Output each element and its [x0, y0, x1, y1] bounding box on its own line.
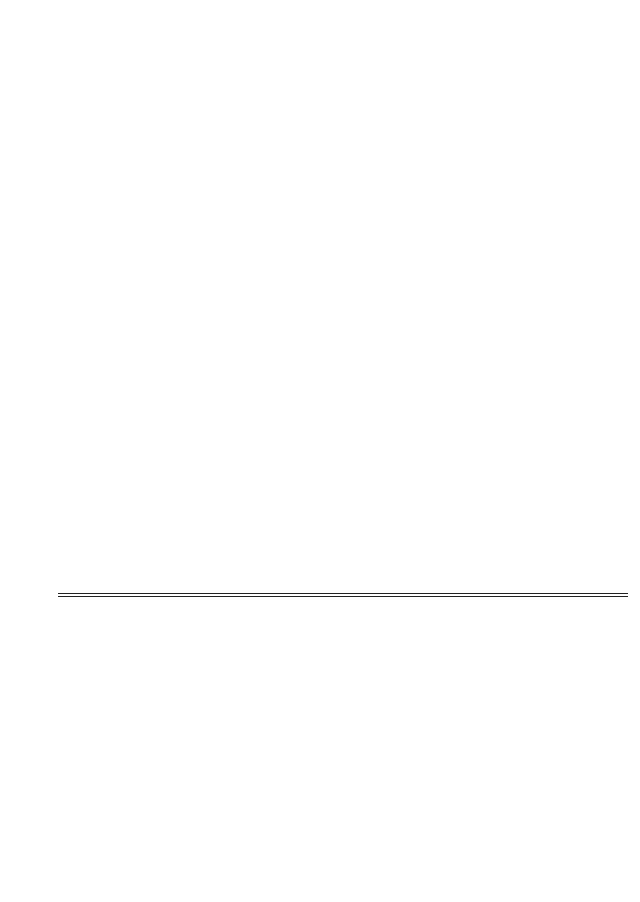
budget-table [58, 593, 628, 597]
table-header-row [58, 594, 628, 597]
header-pr [489, 594, 527, 597]
header-rz [456, 594, 489, 597]
header-vr [420, 594, 456, 597]
header-name [58, 594, 347, 597]
header-sum-2024 [578, 594, 628, 597]
header-csr [347, 594, 419, 597]
header-sum-2023 [527, 594, 579, 597]
